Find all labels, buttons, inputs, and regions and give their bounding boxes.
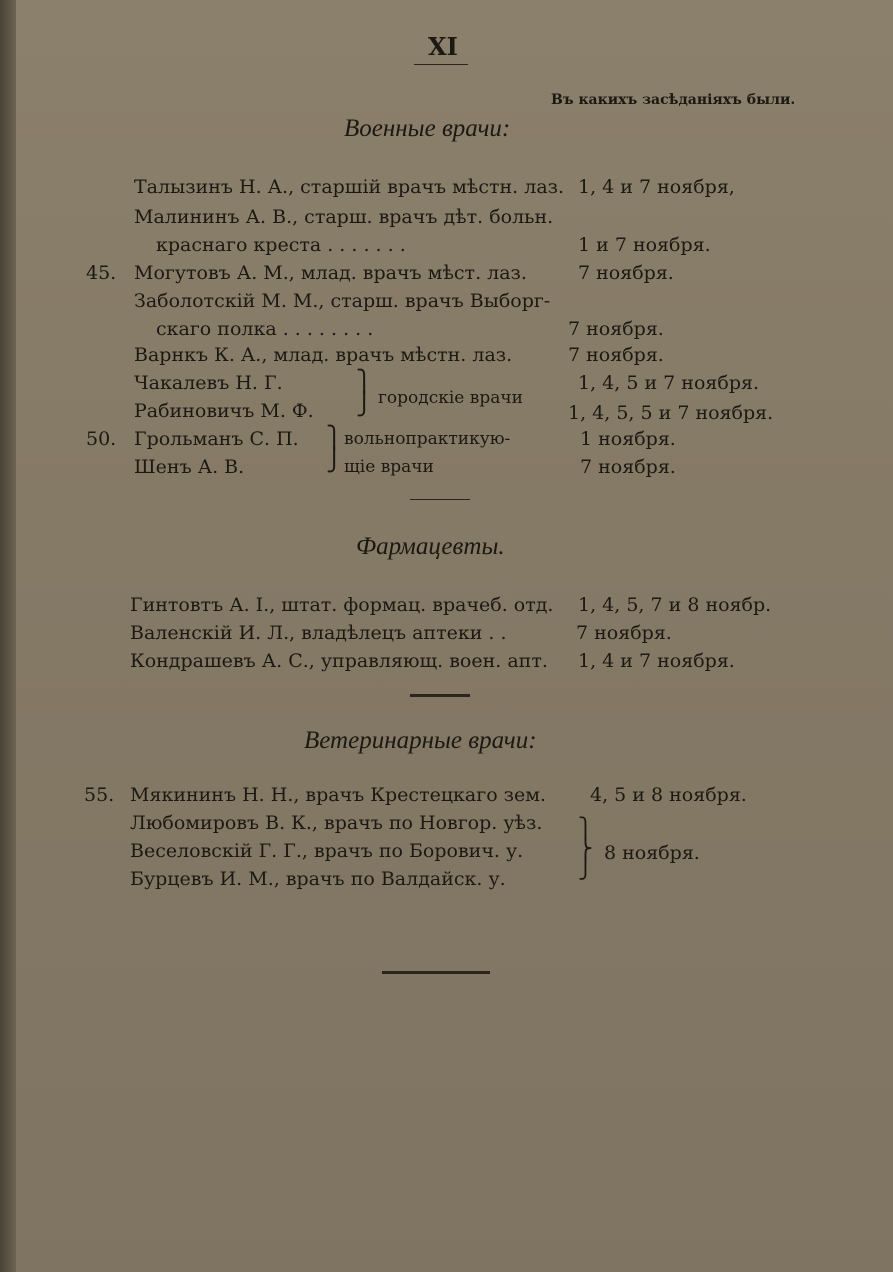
entry-grolman-name: Грольманъ С. П. — [134, 428, 299, 450]
entry-grolman-date: 1 ноября. — [580, 428, 676, 450]
divider-1 — [410, 499, 470, 500]
entry-varnk-date: 7 ноября. — [568, 344, 664, 366]
brace-private-practice: ⎫ ⎭ — [326, 426, 343, 473]
section-heading-pharmacists: Фармацевты. — [356, 533, 505, 560]
entry-zabolotsky-cont: скаго полка . . . . . . . . — [156, 318, 374, 340]
divider-end — [382, 971, 490, 974]
entry-valensky-date: 7 ноября. — [576, 622, 672, 644]
entry-chakalev-name: Чакалевъ Н. Г. — [134, 372, 283, 394]
line-number-45: 45. — [86, 262, 117, 284]
entry-mogutov-name: Могутовъ А. М., млад. врачъ мѣст. лаз. — [134, 262, 527, 284]
entry-lyubomirov-name: Любомировъ В. К., врачъ по Новгор. уѣз. — [130, 812, 543, 834]
group-label-private-line2: щіе врачи — [344, 457, 434, 477]
entry-kondrashev-name: Кондрашевъ А. С., управляющ. воен. апт. — [130, 650, 548, 672]
brace-city-doctors: ⎫ ⎭ — [356, 370, 373, 417]
entry-chakalev-date: 1, 4, 5 и 7 ноября. — [578, 372, 760, 394]
entry-malinin-date: 1 и 7 ноября. — [578, 234, 711, 256]
line-number-55: 55. — [84, 784, 115, 806]
entry-rabinovich-name: Рабиновичъ М. Ф. — [134, 400, 314, 422]
group-label-private-line1: вольнопрактикую- — [344, 429, 511, 449]
entry-talyzin-date: 1, 4 и 7 ноября, — [578, 176, 735, 198]
entry-mogutov-date: 7 ноября. — [578, 262, 674, 284]
entry-veselovsky-name: Веселовскій Г. Г., врачъ по Борович. у. — [130, 840, 524, 862]
entry-myakinin-name: Мякининъ Н. Н., врачъ Крестецкаго зем. — [130, 784, 547, 806]
entry-myakinin-date: 4, 5 и 8 ноября. — [590, 784, 747, 806]
page-edge-shadow — [0, 0, 16, 1272]
page-number: XI — [428, 32, 458, 61]
column-header: Въ какихъ засѣданіяхъ были. — [551, 92, 796, 108]
entry-veterinary-group-date: 8 ноября. — [604, 842, 700, 864]
entry-burtsev-name: Бурцевъ И. М., врачъ по Валдайск. у. — [130, 868, 506, 890]
page-number-underline — [414, 64, 468, 65]
entry-talyzin-name: Талызинъ Н. А., старшій врачъ мѣстн. лаз. — [134, 176, 565, 198]
entry-gintovt-name: Гинтовтъ А. І., штат. формац. врачеб. отд. — [130, 594, 554, 616]
section-heading-veterinarians: Ветеринарные врачи: — [304, 727, 537, 754]
entry-valensky-name: Валенскій И. Л., владѣлецъ аптеки . . — [130, 622, 507, 644]
group-label-city-doctors: городскіе врачи — [378, 388, 523, 408]
entry-shen-date: 7 ноября. — [580, 456, 676, 478]
brace-veterinary-group: ⎫ ⎬ ⎭ — [578, 816, 593, 880]
entry-rabinovich-date: 1, 4, 5, 5 и 7 ноября. — [568, 402, 774, 424]
entry-varnk-name: Варнкъ К. А., млад. врачъ мѣстн. лаз. — [134, 344, 513, 366]
line-number-50: 50. — [86, 428, 117, 450]
entry-zabolotsky-date: 7 ноября. — [568, 318, 664, 340]
entry-malinin-cont: краснаго креста . . . . . . . — [156, 234, 406, 256]
entry-kondrashev-date: 1, 4 и 7 ноября. — [578, 650, 735, 672]
entry-malinin-name: Малининъ А. В., старш. врачъ дѣт. больн. — [134, 206, 554, 228]
entry-shen-name: Шенъ А. В. — [134, 456, 245, 478]
entry-gintovt-date: 1, 4, 5, 7 и 8 ноябр. — [578, 594, 772, 616]
divider-2 — [410, 694, 470, 697]
section-heading-military: Военные врачи: — [344, 115, 511, 142]
entry-zabolotsky-name: Заболотскій М. М., старш. врачъ Выборг- — [134, 290, 551, 312]
